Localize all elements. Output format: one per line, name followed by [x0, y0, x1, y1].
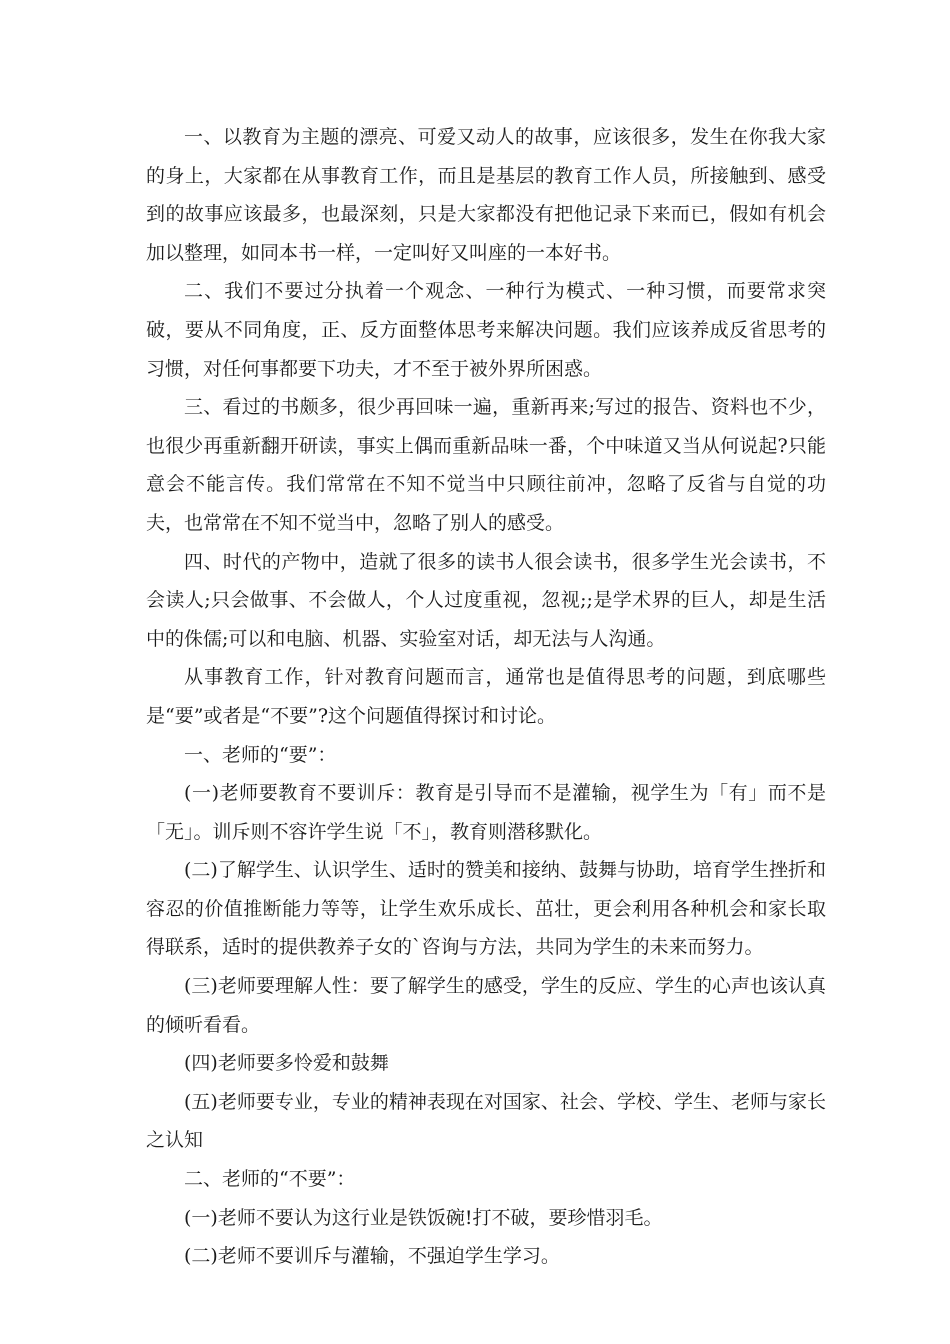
paragraph-4: 四、时代的产物中，造就了很多的读书人很会读书，很多学生光会读书，不会读人;只会做事、不会做人，个人过度重视，忽视;;是学术界的巨人，却是生活中的侏儒;可以和电脑、机器、实验室对话，却无法与人沟通。 — [146, 550, 826, 650]
paragraph-3: 三、看过的书颇多，很少再回味一遍，重新再来;写过的报告、资料也不少，也很少再重新翻开研读，事实上偶而重新品味一番，个中味道又当从何说起?只能意会不能言传。我们常常在不知不觉当中只顾往前冲，忽略了反省与自觉的功夫，也常常在不知不觉当中，忽略了别人的感受。 — [146, 396, 826, 534]
list-item-buyao-1: (一)老师不要认为这行业是铁饭碗!打不破，要珍惜羽毛。 — [184, 1206, 663, 1229]
list-item-yao-1: (一)老师要教育不要训斥：教育是引导而不是灌输，视学生为「有」而不是「无」。训斥则不容许学生说「不」，教育则潜移默化。 — [146, 782, 826, 843]
paragraph-5: 从事教育工作，针对教育问题而言，通常也是值得思考的问题，到底哪些是“要”或者是“不要”?这个问题值得探讨和讨论。 — [146, 666, 826, 727]
list-item-yao-3: (三)老师要理解人性：要了解学生的感受，学生的反应、学生的心声也该认真的倾听看看。 — [146, 975, 826, 1036]
document-body — [146, 118, 826, 1276]
section-heading-buyao: 二、老师的“不要”： — [184, 1168, 356, 1191]
list-item-buyao-2: (二)老师不要训斥与灌输，不强迫学生学习。 — [184, 1245, 560, 1268]
paragraph-1: 一、以教育为主题的漂亮、可爱又动人的故事，应该很多，发生在你我大家的身上，大家都在从事教育工作，而且是基层的教育工作人员，所接触到、感受到的故事应该最多，也最深刻，只是大家都没有把他记录下来而已，假如有机会加以整理，如同本书一样，一定叫好又叫座的一本好书。 — [146, 126, 826, 264]
list-item-yao-4: (四)老师要多怜爱和鼓舞 — [184, 1052, 389, 1075]
section-heading-yao: 一、老师的“要”： — [184, 743, 337, 766]
list-item-yao-5: (五)老师要专业，专业的精神表现在对国家、社会、学校、学生、老师与家长之认知 — [146, 1090, 826, 1152]
list-item-yao-2: (二)了解学生、认识学生、适时的赞美和接纳、鼓舞与协助，培育学生挫折和容忍的价值推断能力等等，让学生欢乐成长、茁壮，更会利用各种机会和家长取得联系，适时的提供教养子女的`咨询与方法，共同为学生的未来而努力。 — [146, 859, 826, 959]
paragraph-2: 二、我们不要过分执着一个观念、一种行为模式、一种习惯，而要常求突破，要从不同角度，正、反方面整体思考来解决问题。我们应该养成反省思考的习惯，对任何事都要下功夫，才不至于被外界所困惑。 — [146, 280, 826, 380]
